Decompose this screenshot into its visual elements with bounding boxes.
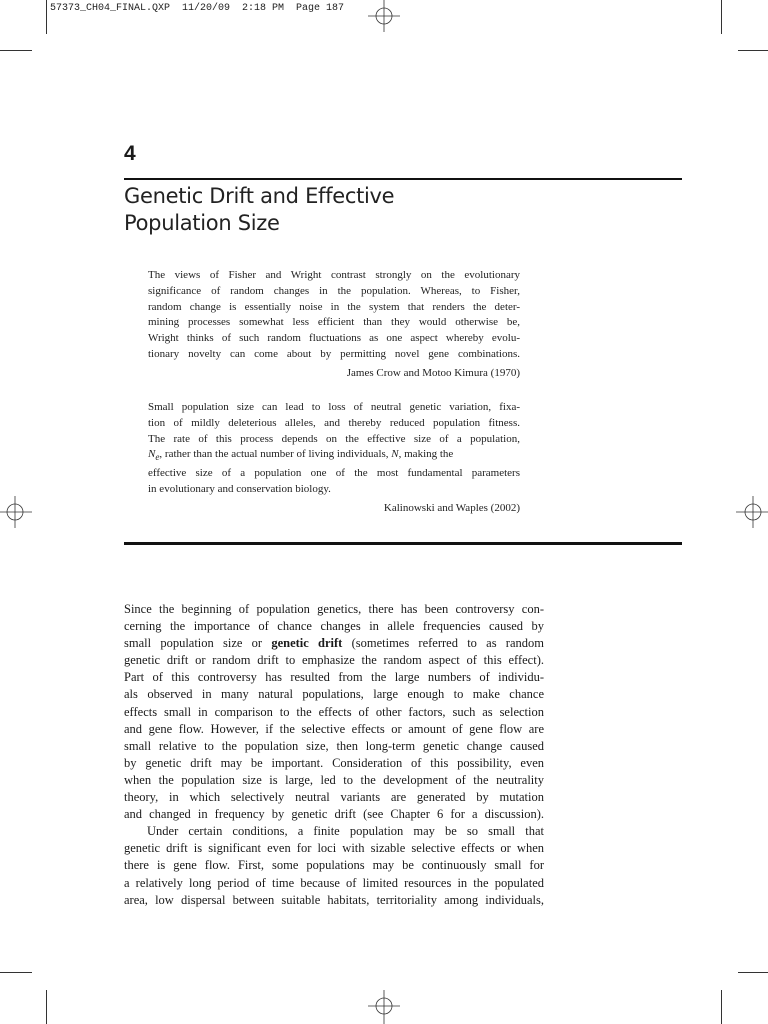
registration-mark-left: [0, 494, 32, 530]
body-line: theory, in which selectively neutral variants are generated by mutation: [124, 790, 544, 805]
n-symbol: N: [391, 448, 399, 461]
print-slug: 57373_CH04_FINAL.QXP 11/20/09 2:18 PM Page 187: [50, 3, 345, 14]
body-line: als observed in many natural populations, large enough to make chance: [124, 687, 544, 702]
epigraph-line: Small population size can lead to loss of neutral genetic variation, fixa-: [148, 401, 520, 413]
body-text-segment: small population size or: [124, 636, 272, 651]
epigraph-attribution: James Crow and Motoo Kimura (1970): [346, 366, 520, 379]
epigraph-crow-kimura: [148, 268, 520, 382]
epigraph-line: Wright thinks of such random fluctuations as one aspect whereby evolu-: [148, 332, 520, 345]
ne-text-b: , making the: [398, 448, 454, 461]
ne-text-a: , rather than the actual number of living individuals,: [159, 448, 392, 461]
epigraph-line: in evolutionary and conservation biology.: [148, 483, 331, 496]
chapter-rule-bottom: [124, 542, 682, 545]
epigraph-line: tion of mildly deleterious alleles, and thereby reduced population fitness.: [148, 416, 520, 429]
chapter-title-line: Population Size: [124, 211, 280, 235]
body-line: Since the beginning of population genetics, there has been controversy con-: [124, 602, 544, 616]
body-line: genetic drift or random drift to emphasize the random aspect of this effect).: [124, 653, 544, 668]
body-line: a relatively long period of time because of limited resources in the populated: [124, 875, 544, 890]
epigraph-kalinowski-waples: [148, 400, 520, 517]
epigraph-line: random change is essentially noise in the system that renders the deter-: [148, 300, 520, 313]
chapter-title: [124, 183, 394, 237]
epigraph-line: effective size of a population one of the most fundamental parameters: [148, 467, 520, 480]
body-line: Part of this controversy has resulted from the large numbers of individu-: [124, 670, 544, 685]
ne-subscript: e: [155, 452, 160, 463]
body-line: and changed in frequency by genetic drift (see Chapter 6 for a discussion).: [124, 807, 544, 822]
epigraph-line: mining processes somewhat less efficient than they would otherwise be,: [148, 316, 520, 329]
registration-mark-right: [736, 494, 768, 530]
chapter-title-line: Genetic Drift and Effective: [124, 184, 395, 208]
body-line-key-term: [124, 635, 544, 652]
body-line: and gene flow. However, if the selective effects or amount of gene flow are: [124, 721, 544, 736]
epigraph-attribution: Kalinowski and Waples (2002): [383, 501, 520, 514]
body-line: small relative to the population size, then long-term genetic change caused: [124, 738, 544, 753]
body-line: when the population size is large, led to the development of the neutrality: [124, 772, 544, 787]
body-line: genetic drift is significant even for loci with sizable selective effects or when: [124, 841, 544, 856]
body-line: by genetic drift may be important. Consideration of this possibility, even: [124, 755, 544, 770]
epigraph-line-ne: [148, 447, 520, 466]
body-line: there is gene flow. First, some populations may be continuously small for: [124, 858, 544, 873]
body-line: area, low dispersal between suitable habitats, territoriality among individuals,: [124, 892, 544, 907]
body-text-segment: (sometimes referred to as random: [342, 636, 544, 651]
body-line: effects small in comparison to the effects of other factors, such as selection: [124, 704, 544, 719]
body-text: [124, 601, 544, 909]
body-line: Under certain conditions, a finite population may be so small that: [147, 824, 544, 839]
epigraph-line: significance of random changes in the population. Whereas, to Fisher,: [148, 284, 520, 297]
body-line: cerning the importance of chance changes in allele frequencies caused by: [124, 619, 544, 634]
ne-symbol: N: [148, 448, 156, 461]
epigraph-line: The rate of this process depends on the effective size of a population,: [148, 432, 520, 445]
key-term-genetic-drift: genetic drift: [271, 636, 343, 651]
registration-mark-top: [366, 0, 402, 32]
chapter-rule-top: [124, 178, 682, 180]
chapter-number: 4: [124, 142, 136, 165]
epigraph-line: The views of Fisher and Wright contrast strongly on the evolutionary: [148, 269, 520, 281]
epigraph-line: tionary novelty can come about by permitting novel gene combinations.: [148, 347, 520, 360]
registration-mark-bottom: [366, 990, 402, 1024]
